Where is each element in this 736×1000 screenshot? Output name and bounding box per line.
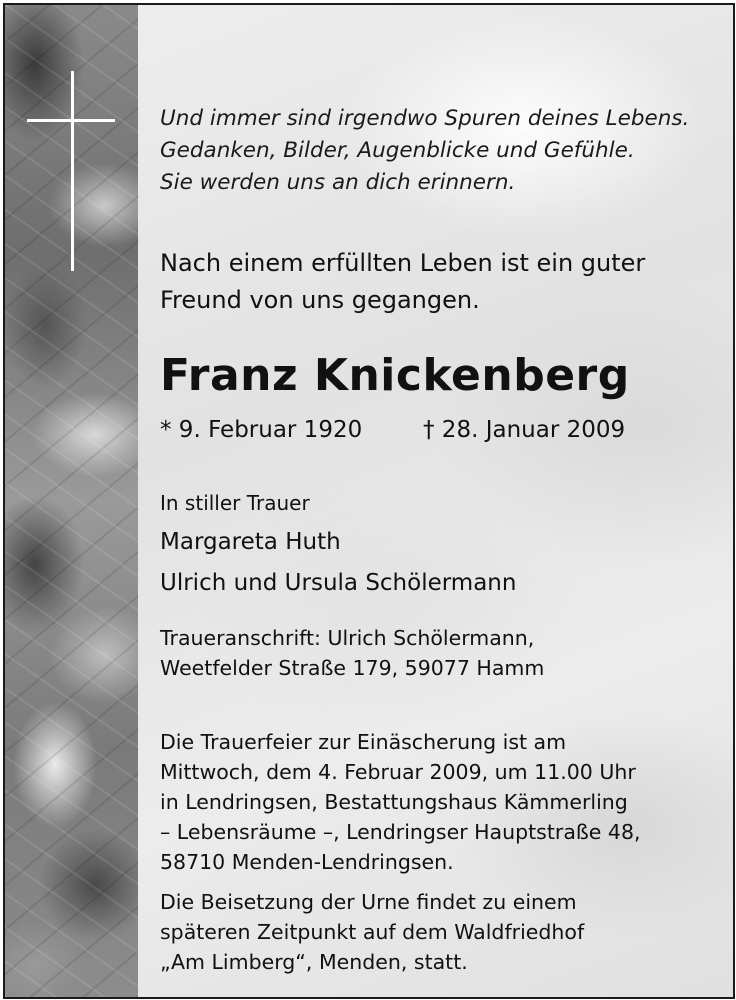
ceremony-line: – Lebensräume –, Lendringser Hauptstraße 48,	[160, 820, 641, 844]
ceremony-details	[160, 727, 641, 877]
intro-line: Freund von uns gegangen.	[160, 286, 480, 314]
quote-line: Sie werden uns an dich erinnern.	[160, 170, 516, 195]
address-line: Traueranschrift: Ulrich Schölermann,	[160, 626, 535, 650]
intro-line: Nach einem erfüllten Leben ist ein guter	[160, 249, 646, 277]
quote-line: Gedanken, Bilder, Augenblicke und Gefühle.	[160, 138, 635, 163]
cross-icon	[5, 5, 138, 305]
address-line: Weetfelder Straße 179, 59077 Hamm	[160, 656, 545, 680]
urn-line: Die Beisetzung der Urne findet zu einem	[160, 890, 577, 914]
mourning-address	[160, 623, 544, 683]
quote-line: Und immer sind irgendwo Spuren deines Lebens.	[160, 106, 690, 131]
memorial-quote	[160, 103, 689, 199]
ceremony-line: Die Trauerfeier zur Einäscherung ist am	[160, 730, 567, 754]
urn-line: späteren Zeitpunkt auf dem Waldfriedhof	[160, 920, 585, 944]
ceremony-line: 58710 Menden-Lendringsen.	[160, 850, 454, 874]
cross-vertical-bar	[71, 71, 74, 271]
urn-line: „Am Limberg“, Menden, statt.	[160, 950, 468, 974]
ceremony-line: Mittwoch, dem 4. Februar 2009, um 11.00 Uhr	[160, 760, 636, 784]
obituary-notice	[3, 3, 735, 999]
life-dates	[160, 413, 625, 447]
death-date: † 28. Januar 2009	[423, 417, 626, 443]
ceremony-line: in Lendringsen, Bestattungshaus Kämmerling	[160, 790, 628, 814]
urn-burial-details	[160, 887, 584, 977]
birth-date: * 9. Februar 1920	[160, 417, 363, 443]
cross-horizontal-bar	[27, 119, 115, 122]
mourning-label: In stiller Trauer	[160, 491, 310, 515]
intro-statement	[160, 245, 645, 319]
deceased-name: Franz Knickenberg	[160, 350, 630, 401]
mourner-name: Margareta Huth	[160, 529, 341, 555]
mourner-name: Ulrich und Ursula Schölermann	[160, 570, 517, 596]
